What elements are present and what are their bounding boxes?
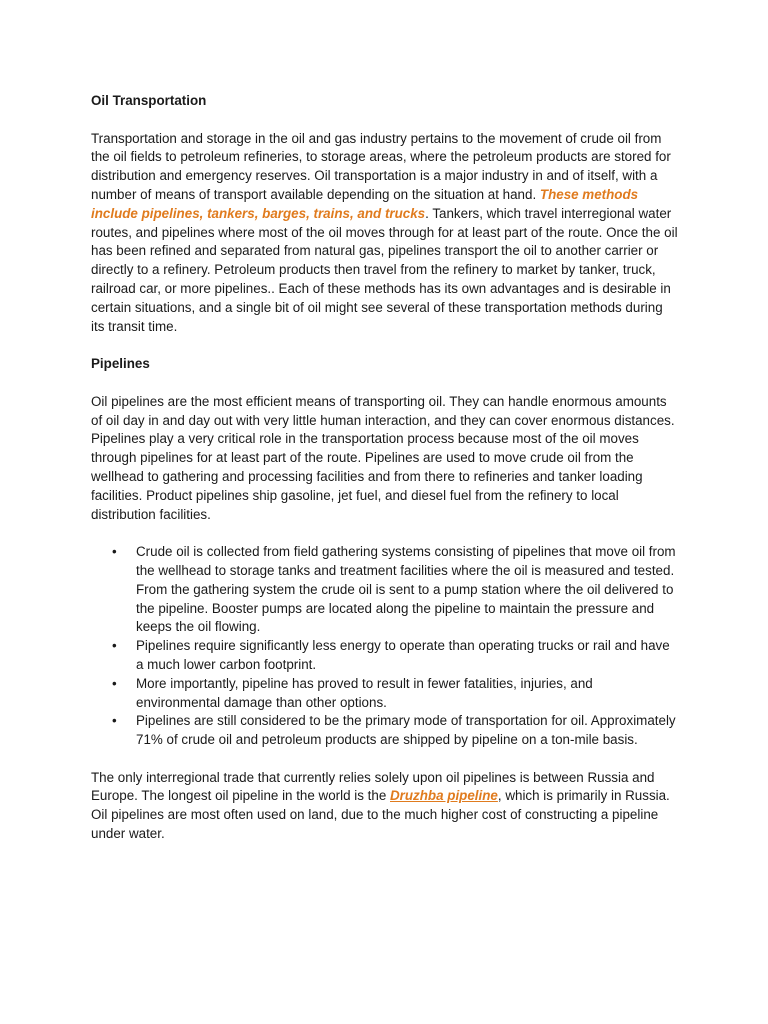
list-item-text: Pipelines require significantly less energy to operate than operating trucks or rail and have a much lower carbon footprint.: [136, 638, 670, 672]
closing-paragraph: [91, 769, 679, 844]
intro-text-2: . Tankers, which travel interregional water routes, and pipelines where most of the oil moves through for at least part of the route. Once the oil has been refined and separated from natural gas, pipelines transport the oil to another carrier or directly to a refinery. Petroleum products then travel from the refinery to market by tanker, truck, railroad car, or more pipelines.. Each of these methods has its own advantages and is desirable in certain situations, and a single bit of oil might see several of these transportation methods during its transit time.: [91, 205, 678, 334]
document-page: [91, 92, 679, 844]
bullet-icon: •: [112, 675, 117, 691]
list-item-text: More importantly, pipeline has proved to result in fewer fatalities, injuries, and environmental damage than other options.: [136, 675, 593, 710]
intro-text-1: Transportation and storage in the oil and gas industry pertains to the movement of crude oil from the oil fields to petroleum refineries, to storage areas, where the petroleum products are stored for distribution and emergency reserves. Oil transportation is a major industry in and of itself, with a number of means of transport available depending on the situation at hand.: [91, 130, 671, 202]
spacer: [91, 336, 679, 355]
pipelines-paragraph: Oil pipelines are the most efficient means of transporting oil. They can handle enormous amounts of oil day in and day out with very little human interaction, and they can cover enormous distances. Pipelines play a very critical role in the transportation process because most of the oil moves through pipelines for at least part of the route. Pipelines are used to move crude oil from the wellhead to gathering and processing facilities and from there to refineries and tanker loading facilities. Product pipelines ship gasoline, jet fuel, and diesel fuel from the refinery to local distribution facilities.: [91, 393, 675, 522]
heading-oil-transportation: Oil Transportation: [91, 93, 207, 108]
closing-text-1: The only interregional trade that currently relies solely upon oil pipelines is between Russia and Europe. The longest oil pipeline in the world is the: [91, 769, 655, 804]
spacer: [91, 374, 679, 393]
intro-paragraph: [91, 130, 679, 337]
bullet-icon: •: [112, 713, 117, 729]
transport-methods-highlight: These methods include pipelines, tankers, barges, trains, and trucks: [91, 186, 639, 221]
bullet-icon: •: [112, 544, 117, 560]
spacer: [91, 111, 679, 130]
pipelines-bullet-list: [91, 543, 679, 750]
closing-text-2: , which is primarily in Russia. Oil pipelines are most often used on land, due to the much higher cost of constructing a pipeline under water.: [91, 788, 670, 842]
list-item: [91, 543, 679, 637]
spacer: [91, 524, 679, 543]
druzhba-pipeline-link[interactable]: Druzhba pipeline: [390, 788, 498, 804]
list-item-text: Crude oil is collected from field gathering systems consisting of pipelines that move oil from the wellhead to storage tanks and treatment facilities where the oil is measured and tested. From the gathering system the crude oil is sent to a pump station where the oil delivered to the pipeline. Booster pumps are located along the pipeline to maintain the pressure and keeps the oil flowing.: [136, 544, 676, 635]
heading-pipelines: Pipelines: [91, 356, 150, 372]
list-item: [91, 712, 679, 750]
list-item-text: Pipelines are still considered to be the primary mode of transportation for oil. Approximately 71% of crude oil and petroleum products are shipped by pipeline on a ton-mile basis.: [136, 713, 676, 748]
spacer: [91, 750, 679, 769]
bullet-icon: •: [112, 638, 117, 654]
list-item: [91, 637, 679, 675]
list-item: [91, 675, 679, 713]
